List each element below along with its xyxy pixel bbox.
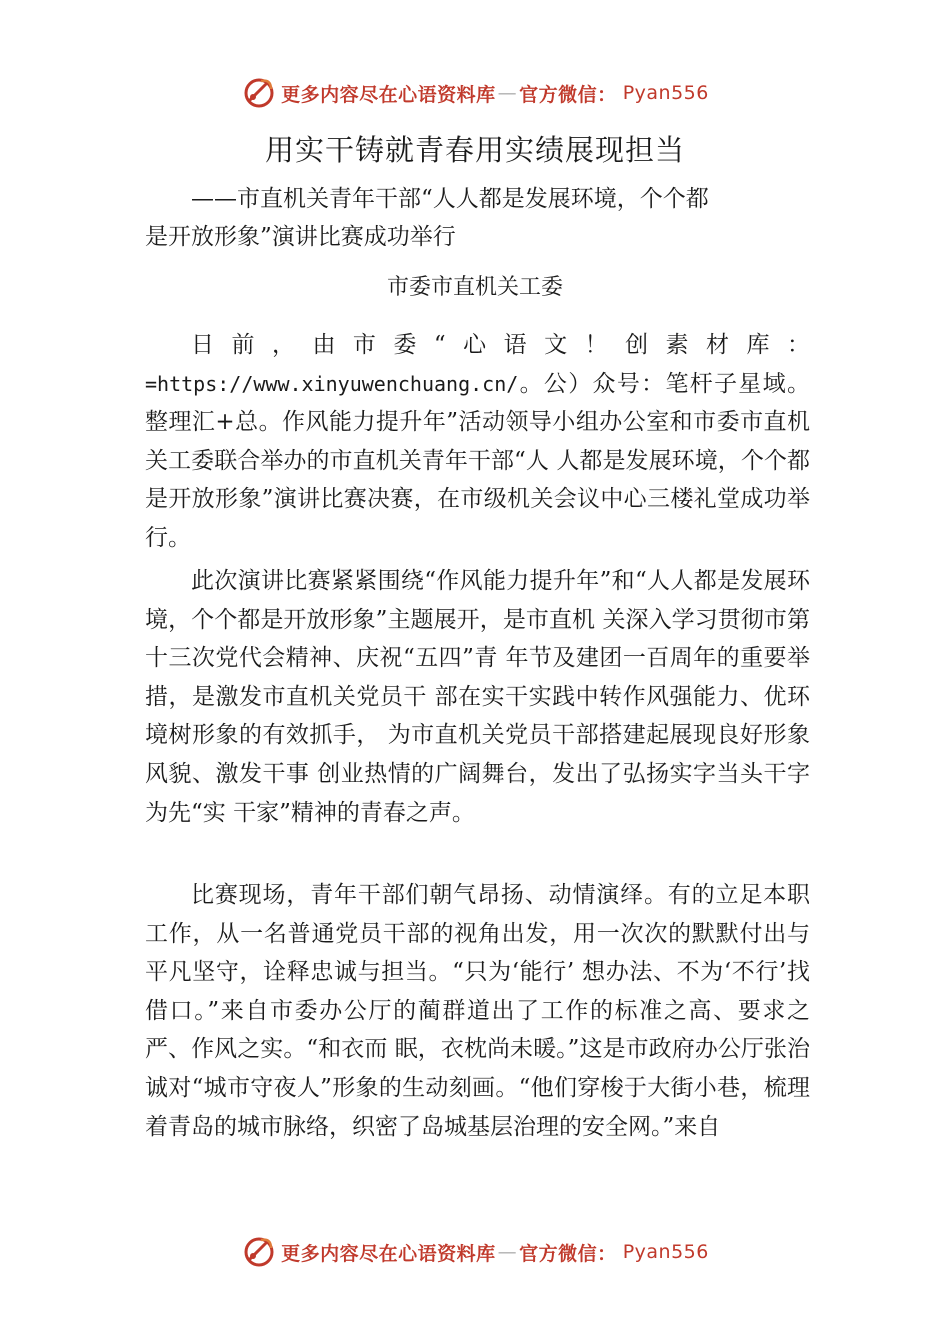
paragraph-1-url: =https://www.xinyuwenchuang.cn/ bbox=[145, 371, 519, 396]
paragraph-1 bbox=[145, 326, 810, 558]
banner-text: 更多内容尽在心语资料库 bbox=[281, 83, 496, 106]
banner-wechat-id: Pyan556 bbox=[622, 1241, 709, 1263]
banner-text: 更多内容尽在心语资料库 bbox=[281, 1242, 496, 1265]
banner-wechat-id: Pyan556 bbox=[622, 82, 709, 104]
paragraph-1-rest: 。公）众号：笔杆子星域。整理汇+总。作风能力提升年”活动领导小组办公室和市委市直机关工委联合举办的市直机关青年干部“人 人都是发展环境，个个都是开放形象”演讲比赛决赛，在市级机关会议中心三楼礼堂成功举行。 bbox=[145, 370, 810, 551]
document-organization: 市委市直机关工委 bbox=[386, 275, 563, 300]
banner-dash: — bbox=[497, 82, 518, 104]
footer-banner bbox=[0, 1232, 950, 1272]
banner-wechat-label: 官方微信： bbox=[519, 1242, 617, 1265]
document-subtitle-line2: 是开放形象”演讲比赛成功举行 bbox=[145, 224, 456, 250]
document-subtitle-line1: ——市直机关青年干部“人人都是发展环境，个个都 bbox=[191, 186, 709, 212]
paragraph-2: 此次演讲比赛紧紧围绕“作风能力提升年”和“人人都是发展环境，个个都是开放形象”主题展开，是市直机 关深入学习贯彻市第十三次党代会精神、庆祝“五四”青 年节及建团一百周年的重要举措，是激发市直机关党员干 部在实干实践中转作风强能力、优环境树形象的有效抓手， 为市直机关党员干部搭建起展现良好形象风貌、激发干事 创业热情的广阔舞台，发出了弘扬实字当头干字为先“实 干家”精神的青春之声。 bbox=[145, 568, 810, 826]
paragraph-3: 比赛现场，青年干部们朝气昂扬、动情演绎。有的立足本职工作，从一名普通党员干部的视角出发，用一次次的默默付出与平凡坚守，诠释忠诚与担当。“只为‘能行’ 想办法、不为‘不行’找借口。”来自市委办公厅的蔺群道出了工作的标准之高、要求之严、作风之实。“和衣而 眠，衣枕尚未暖。”这是市政府办公厅张治诚对“城市守夜人”形象的生动刻画。“他们穿梭于大街小巷，梳理着青岛的城市脉络，织密了岛城基层治理的安全网。”来自 bbox=[145, 882, 810, 1140]
banner-wechat-label: 官方微信： bbox=[519, 83, 617, 106]
logo-icon bbox=[241, 1234, 277, 1270]
document-title: 用实干铸就青春用实绩展现担当 bbox=[264, 133, 685, 167]
paragraph-1-lead: 日前，由市委“心语文！创素材库： bbox=[191, 332, 810, 358]
logo-icon bbox=[241, 75, 277, 111]
header-banner bbox=[0, 73, 950, 113]
banner-dash: — bbox=[497, 1241, 518, 1263]
